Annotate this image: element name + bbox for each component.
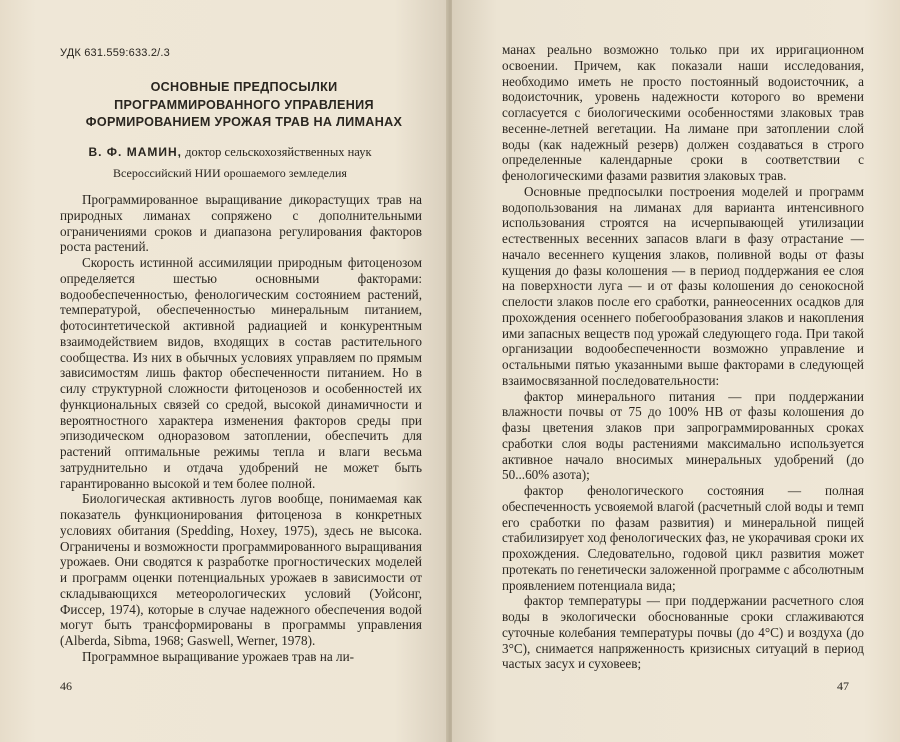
paragraph: фактор минерального питания — при поддержании влажности почвы от 75 до 100% НВ от фазы колошения до фазы цветения злаков при запрограммированных сроках сработки слоя воды растениями максимально используется активное начало вносимых минеральных удобрений (до 50...60% азота);	[502, 388, 864, 483]
title-line: ПРОГРАММИРОВАННОГО УПРАВЛЕНИЯ	[114, 97, 374, 112]
author-line	[60, 145, 400, 160]
paragraph: Биологическая активность лугов вообще, понимаемая как показатель функционирования фитоценоза в конкретных условиях обитания (Spedding, Hoxey, 1975), здесь не высока. Ограничены и возможности программированного выращивания урожаев. Они сводятся к разработке прогностических моделей и программ оценки потенциальных урожаев в зависимости от складывающихся метеорологических условий (Уойсонг, Фиссер, 1974), которые в случае надежного обеспечения водой могут быть трансформированы в программы управления (Alberda, Sibma, 1968; Gaswell, Werner, 1978).	[60, 491, 422, 648]
left-body-text	[60, 192, 422, 665]
paragraph: манах реально возможно только при их ирригационном освоении. Причем, как показали наши исследования, необходимо иметь не просто постоянный водоисточник, а водоисточник, уровень надежности которого во времени согласуется с биологическими особенностями злаковых трав весенне-летней вегетации. На лимане при затоплении слой воды (как надежный резерв) должен создаваться в строго определенные календарные сроки в соответствии с фенологическими фазами развития злаковых трав.	[502, 42, 864, 183]
paragraph: Скорость истинной ассимиляции природным фитоценозом определяется шестью основными факторами: водообеспеченностью, фенологическим состоянием растений, температурой, обеспеченностью минеральным питанием, фотосинтетической активной радиацией и конкурентным взаимодействием видов, входящих в состав растительного сообщества. Из них в обычных условиях управляем по прямым зависимостям лишь фактор обеспеченности питанием. Но в силу структурной сложности фитоценозов и особенностей их функциональных связей со средой, высокой динамичности и вероятностного характера изменения факторов среды при эпизодическом одноразовом затоплении, обеспечить для растений оптимальные режимы тепла и влаги весьма затруднительно и отдача удобрений не может быть гарантированно высокой и тем более полной.	[60, 255, 422, 491]
right-body-text	[502, 42, 864, 672]
page-number: 47	[837, 679, 849, 693]
udc-code: УДК 631.559:633.2/.3	[60, 47, 170, 59]
page-number: 46	[60, 679, 72, 693]
title-line: ОСНОВНЫЕ ПРЕДПОСЫЛКИ	[150, 80, 338, 94]
article-title	[58, 79, 430, 132]
paragraph: фактор температуры — при поддержании расчетного слоя воды в экологически обоснованные сроки сглаживаются суточные колебания температуры почвы (до 4°С) и воздуха (до 3°С), снимается напряженность кризисных ситуаций в период частых засух и суховеев;	[502, 593, 864, 672]
title-line: ФОРМИРОВАНИЕМ УРОЖАЯ ТРАВ НА ЛИМАНАХ	[85, 115, 403, 129]
paragraph: Программированное выращивание дикорастущих трав на природных лиманах сопряжено с дополнительными ограничениями сроков и диапазона регулирования факторов роста растений.	[60, 192, 422, 255]
paragraph: Основные предпосылки построения моделей и программ водопользования на лиманах для варианта интенсивного использования строятся на исчерпывающей утилизации естественных весенних запасов влаги в фазу отрастание — начало весеннего кущения злаков, поливной воды от фазы кущения до фазы колошения — в период поддержания ее слоя на поверхности луга — и от фазы колошения до сенокосной спелости злаков после его сработки, раннеосенних осадков для прохождения осеннего побегообразования злаков и накопления ими запасных веществ под урожай следующего года. При такой организации водообеспеченности возможно управление и остальными пятью указанными выше факторами в следующей взаимосвязанной последовательности:	[502, 183, 864, 388]
paragraph: Программное выращивание урожаев трав на ли-	[82, 648, 355, 664]
author-degree: доктор сельскохозяйственных наук	[185, 145, 372, 159]
left-page	[0, 0, 448, 742]
right-page	[452, 0, 900, 742]
author-affiliation: Всероссийский НИИ орошаемого земледелия	[113, 166, 347, 180]
author-name: В. Ф. МАМИН,	[88, 145, 182, 159]
paragraph: фактор фенологического состояния — полная обеспеченность усвояемой влагой (расчетный слой воды и темп его сработки по фазам развития) и минеральной пищей стабилизирует ход фенологических фаз, не укорачивая сроки их прохождения. Следовательно, годовой цикл развития может протекать по генетически заложенной программе с абсолютным проявлением потенциала вида;	[502, 483, 864, 593]
